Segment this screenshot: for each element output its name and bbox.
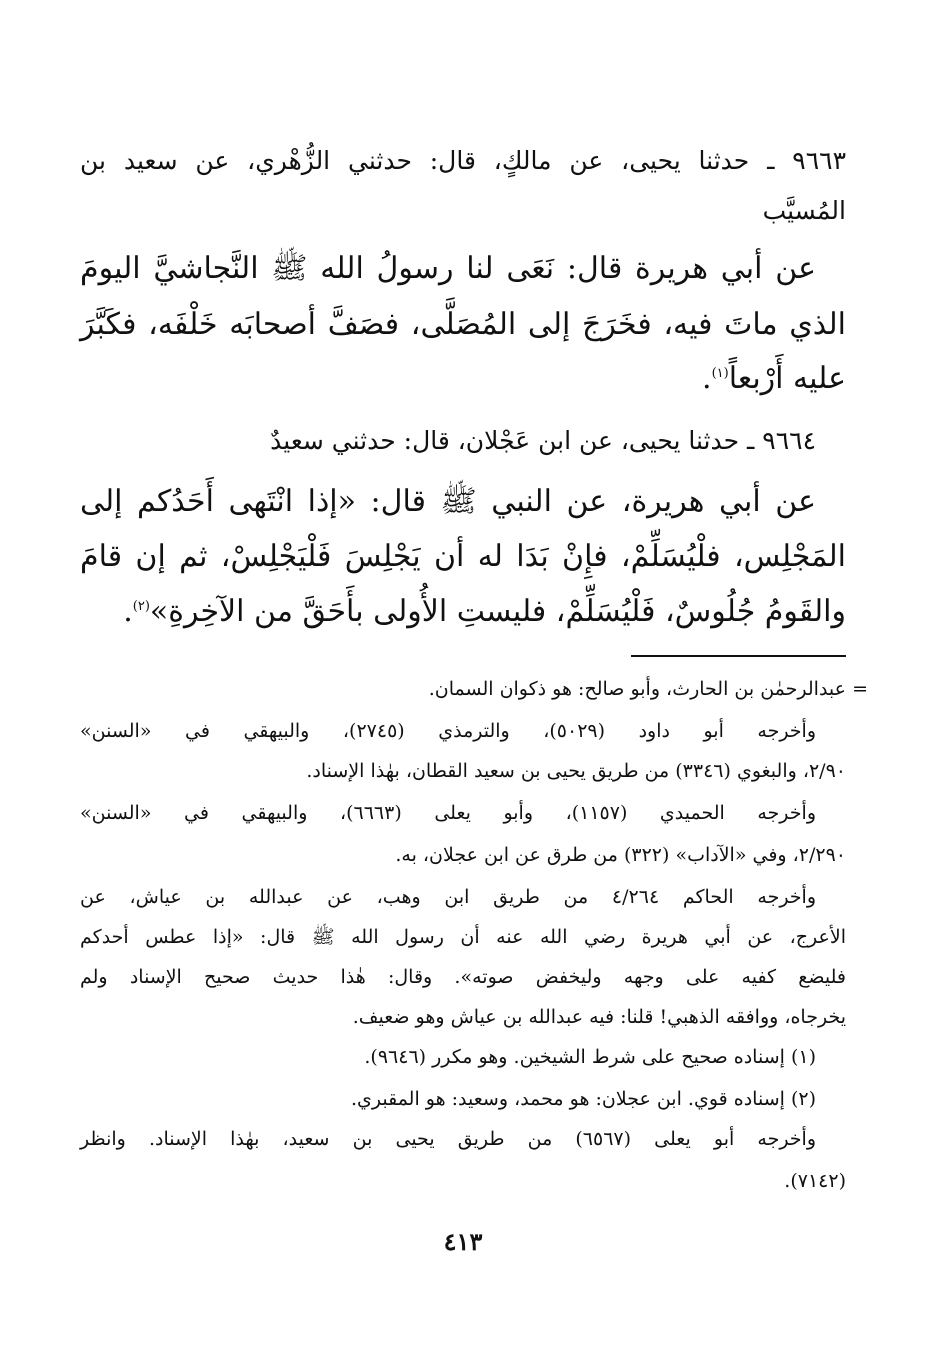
hadith-9663-isnad-line1: ٩٦٦٣ ـ حدثنا يحيى، عن مالكٍ، قال: حدثني الزُّهْري، عن سعيد بن — [80, 146, 846, 175]
hadith-9663-matn-line3-text: عليه أَرْبعاً — [728, 361, 846, 396]
footnote-line: وأخرجه الحاكم ٤/٢٦٤ من طريق ابن وهب، عن عبدالله بن عياش، عن — [80, 886, 817, 908]
footnote-separator — [631, 655, 846, 657]
hadith-9663-matn-line1: عن أبي هريرة قال: نَعَى لنا رسولُ الله ﷺ النَّجاشيَّ اليومَ — [80, 251, 816, 286]
footnote-1: (١) إسناده صحيح على شرط الشيخين. وهو مكرر (٩٦٤٦). — [364, 1046, 816, 1068]
footnote-continuation-mark: = — [852, 678, 868, 700]
footnote-line: فليضع كفيه على وجهه وليخفض صوته». وقال: هٰذا حديث صحيح الإسناد ولم — [80, 966, 846, 988]
footnote-line: وأخرجه أبو داود (٥٠٢٩)، والترمذي (٢٧٤٥)، والبيهقي في «السنن» — [80, 720, 817, 742]
footnote-line: ٢/٩٠، والبغوي (٣٣٤٦) من طريق يحيى بن سعيد القطان، بهٰذا الإسناد. — [306, 760, 846, 782]
footnote-line: ٢/٢٩٠، وفي «الآداب» (٣٢٢) من طرق عن ابن عجلان، به. — [395, 844, 846, 866]
hadith-9664-isnad-line1: ٩٦٦٤ ـ حدثنا يحيى، عن ابن عَجْلان، قال: حدثني سعيدٌ — [270, 426, 816, 455]
footnote-ref-1: (١) — [711, 366, 729, 381]
hadith-9664-matn-line3-text: والقَومُ جُلُوسٌ، فَلْيُسَلِّمْ، فليستِ الأُولى بأَحَقَّ من الآخِرةِ» — [149, 594, 846, 629]
footnote-ref-2: (٢) — [132, 599, 150, 614]
hadith-9664-matn-line1: عن أبي هريرة، عن النبي ﷺ قال: «إذا انْتَهى أَحَدُكم إلى — [80, 484, 816, 519]
footnote-line: وأخرجه الحميدي (١١٥٧)، وأبو يعلى (٦٦٦٣)، والبيهقي في «السنن» — [80, 802, 816, 824]
hadith-9664-matn-line3-end: . — [123, 594, 133, 629]
hadith-9663-isnad-line2: المُسيَّب — [762, 196, 846, 225]
footnote-line: وأخرجه أبو يعلى (٦٥٦٧) من طريق يحيى بن سعيد، بهٰذا الإسناد. وانظر — [80, 1128, 817, 1150]
footnote-2: (٢) إسناده قوي. ابن عجلان: هو محمد، وسعيد: هو المقبري. — [350, 1088, 816, 1110]
footnote-line: (٧١٤٢). — [784, 1170, 846, 1192]
footnote-line: الأعرج، عن أبي هريرة رضي الله عنه أن رسول الله ﷺ قال: «إذا عطس أحدكم — [80, 926, 846, 948]
hadith-9664-matn-line2: المَجْلِس، فلْيُسَلِّمْ، فإِنْ بَدَا له أن يَجْلِسَ فَلْيَجْلِسْ، ثم إن قامَ — [80, 539, 846, 574]
footnote-line: عبدالرحمٰن بن الحارث، وأبو صالح: هو ذكوان السمان. — [428, 678, 846, 700]
footnote-line: يخرجاه، ووافقه الذهبي! قلنا: فيه عبدالله بن عياش وهو ضعيف. — [352, 1006, 846, 1028]
hadith-9663-matn-line3-end: . — [702, 361, 712, 396]
page-number: ٤١٣ — [443, 1227, 483, 1256]
hadith-9664-matn-line3 — [80, 594, 846, 629]
hadith-9663-matn-line2: الذي ماتَ فيه، فخَرَجَ إلى المُصَلَّى، فصَفَّ أصحابَه خَلْفَه، فكَبَّرَ — [80, 307, 846, 342]
hadith-9663-matn-line3 — [80, 361, 846, 396]
